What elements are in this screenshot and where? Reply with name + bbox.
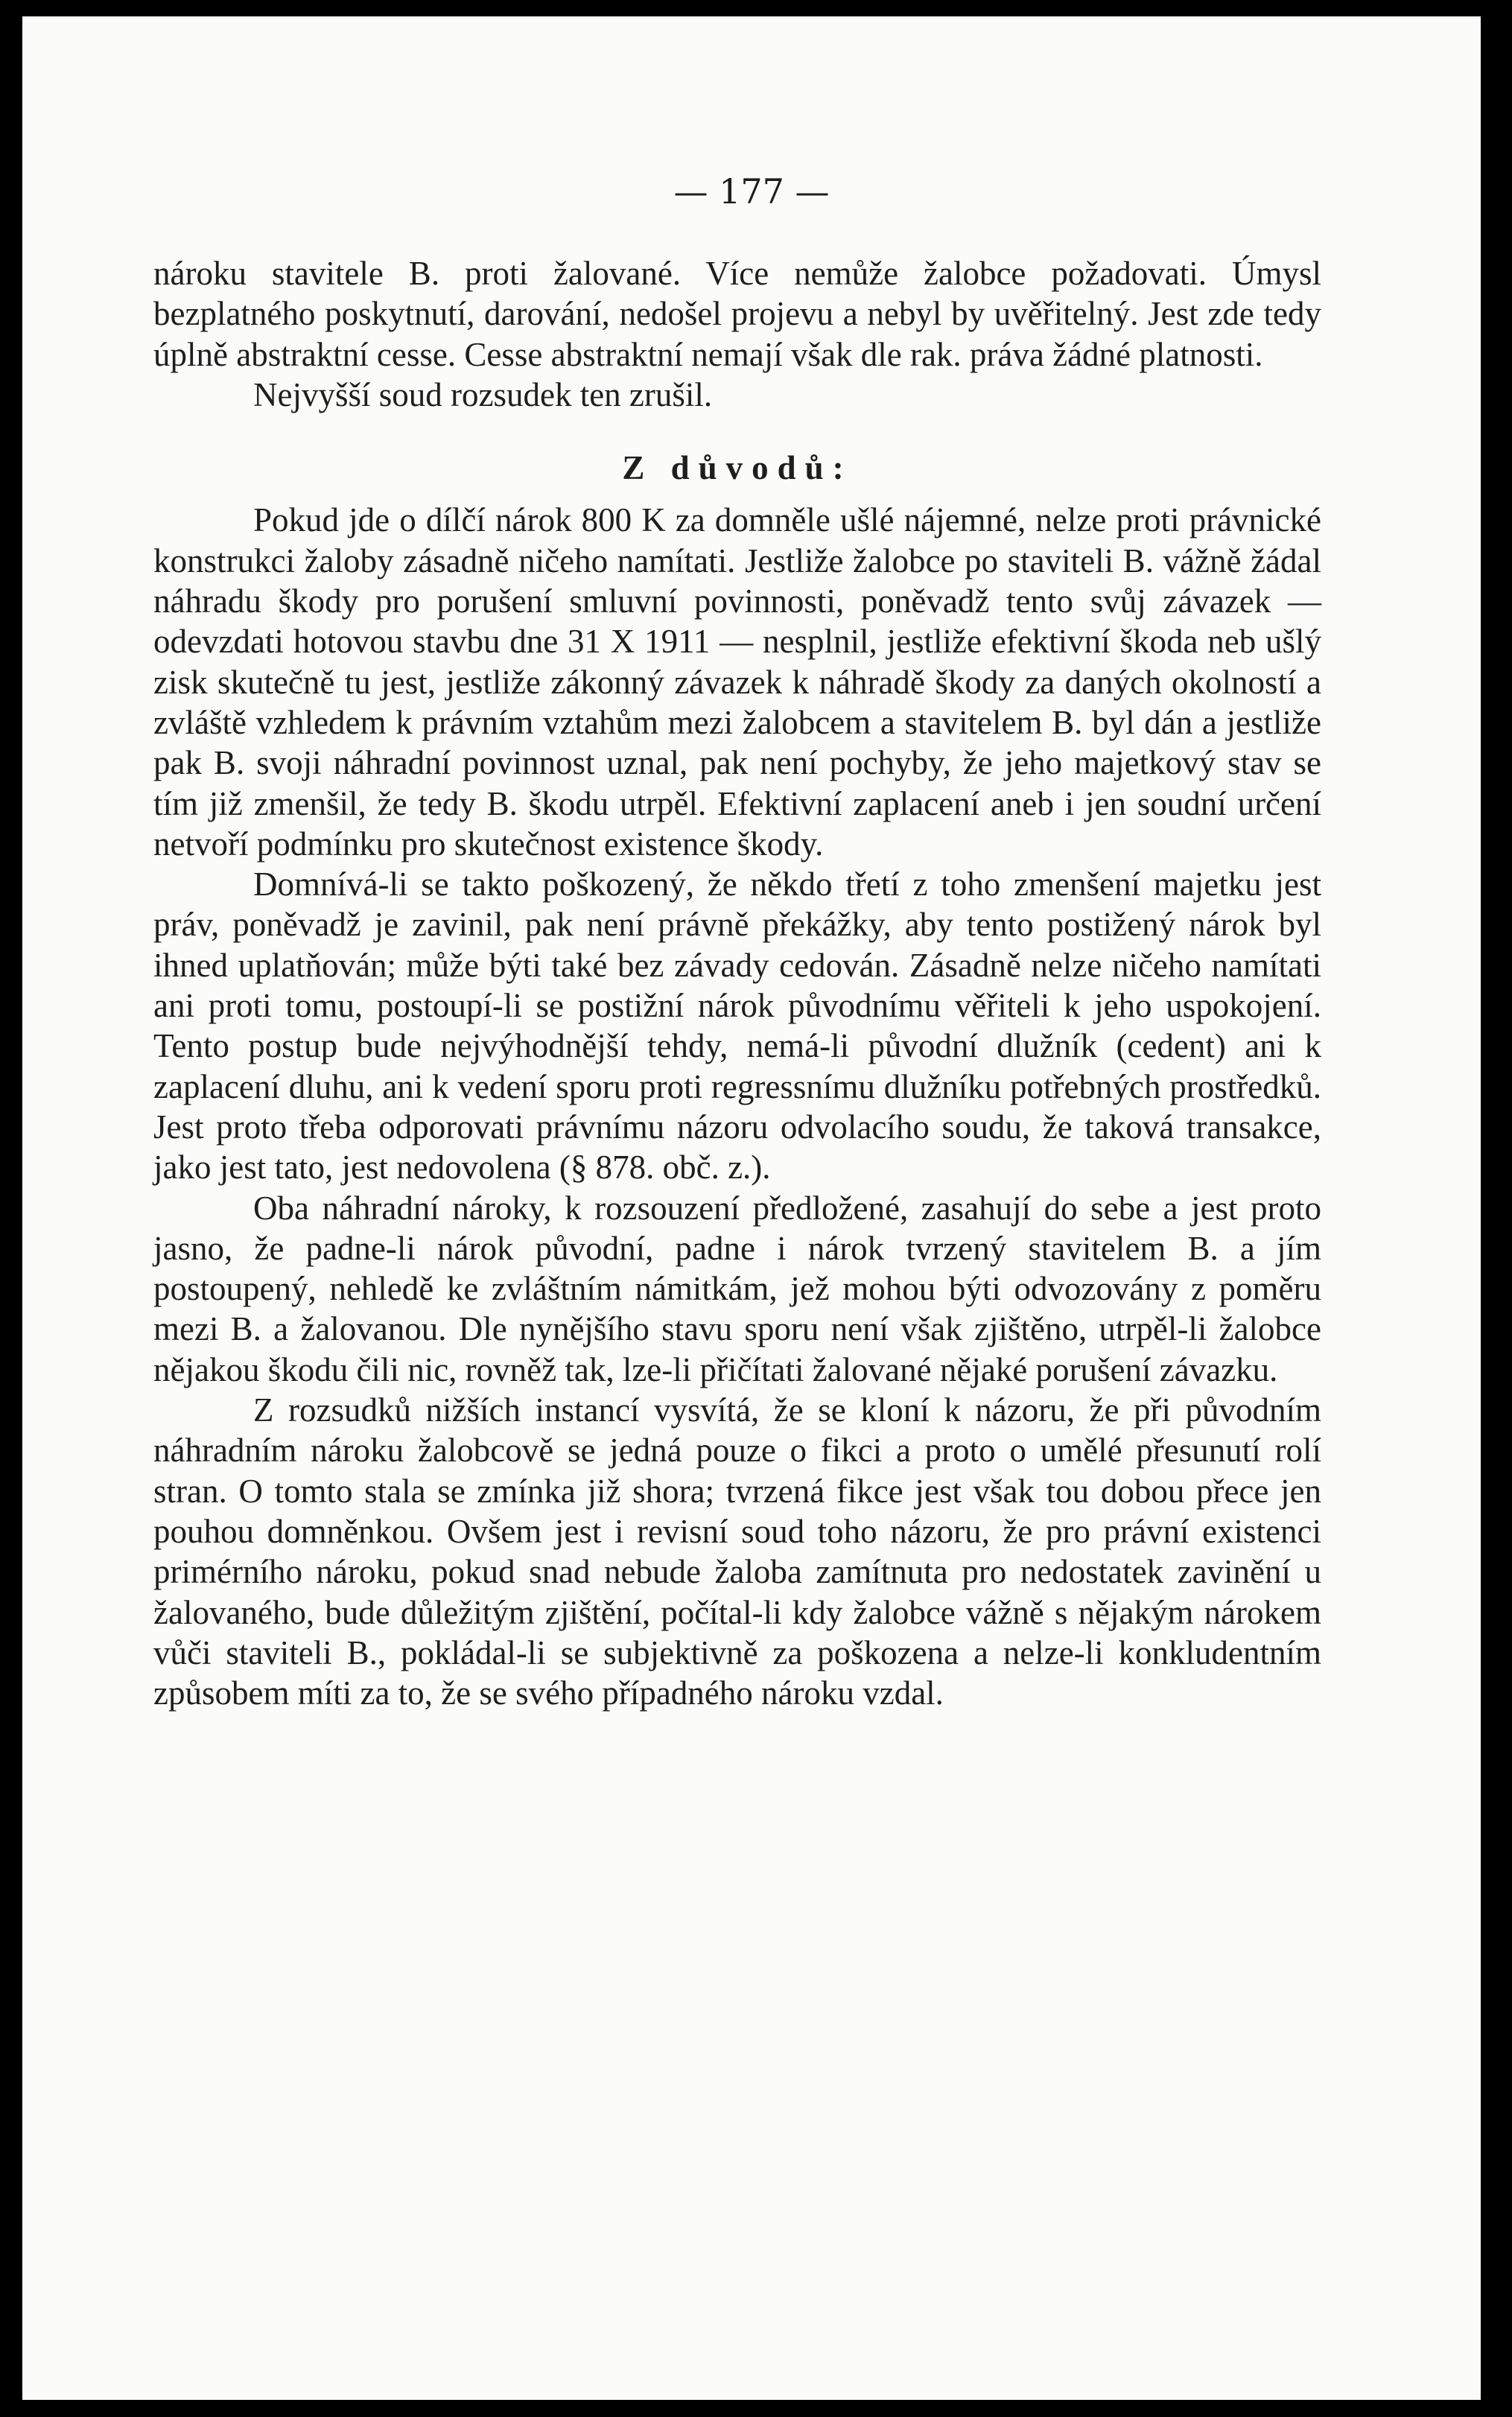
- section-heading: Z důvodů:: [622, 449, 853, 487]
- paragraph: Domnívá-li se takto poškozený, že někdo třetí z toho zmenšení majetku jest práv, poněvadž je zavinil, pak není právně překážky, aby tento postižený nárok byl ihned uplatňován; může býti také bez závady cedován. Zásadně nelze ničeho namítati ani proti tomu, postoupí-li se postižní nárok původnímu věřiteli k jeho uspokojení. Tento postup bude nejvýhodnější tehdy, nemá-li původní dlužník (cedent) ani k zaplacení dluhu, ani k vedení sporu proti regressnímu dlužníku potřebných prostředků. Jest proto třeba odporovati právnímu názoru odvolacího soudu, že taková transakce, jako jest tato, jest nedovolena (§ 878. obč. z.).: [153, 866, 1321, 1187]
- paragraph: Z rozsudků nižších instancí vysvítá, že se kloní k názoru, že při původním náhradním nároku žalobcově se jedná pouze o fikci a proto o umělé přesunutí rolí stran. O tomto stala se zmínka již shora; tvrzená fikce jest však tou dobou přece jen pouhou domněnkou. Ovšem jest i revisní soud toho názoru, že pro právní existenci primérního nároku, pokud snad nebude žaloba zamítnuta pro nedostatek zavinění u žalovaného, bude důležitým zjištění, počítal-li kdy žalobce vážně s nějakým nárokem vůči staviteli B., pokládal-li se subjektivně za poškozena a nelze-li konkludentním způsobem míti za to, že se svého případného nároku vzdal.: [153, 1391, 1321, 1712]
- paragraph: Oba náhradní nároky, k rozsouzení předložené, zasahují do sebe a jest proto jasno, že padne-li nárok původní, padne i nárok tvrzený stavitelem B. a jím postoupený, nehledě ke zvláštním námitkám, jež mohou býti odvozovány z poměru mezi B. a žalovanou. Dle nynějšího stavu sporu není však zjištěno, utrpěl-li žalobce nějakou škodu čili nic, rovněž tak, lze-li přičítati žalované nějaké porušení závazku.: [153, 1189, 1321, 1388]
- document-page: [22, 16, 1481, 2400]
- paragraph: nároku stavitele B. proti žalované. Více nemůže žalobce požadovati. Úmysl bezplatného poskytnutí, darování, nedošel projevu a nebyl by uvěřitelný. Jest zde tedy úplně abstraktní cesse. Cesse abstraktní nemají však dle rak. práva žádné platnosti.: [153, 255, 1321, 373]
- page-body: [153, 253, 1321, 1713]
- paragraph: Nejvyšší soud rozsudek ten zrušil.: [253, 375, 713, 413]
- paragraph: Pokud jde o dílčí nárok 800 K za domněle ušlé nájemné, nelze proti právnické konstrukci žaloby zásadně ničeho namítati. Jestliže žalobce po staviteli B. vážně žádal náhradu škody pro porušení smluvní povinnosti, poněvadž tento svůj závazek — odevzdati hotovou stavbu dne 31 X 1911 — nesplnil, jestliže efektivní škoda neb ušlý zisk skutečně tu jest, jestliže zákonný závazek k náhradě škody za daných okolností a zvláště vzhledem k právním vztahům mezi žalobcem a stavitelem B. byl dán a jestliže pak B. svoji náhradní povinnost uznal, pak není pochyby, že jeho majetkový stav se tím již zmenšil, že tedy B. škodu utrpěl. Efektivní zaplacení aneb i jen soudní určení netvoří podmínku pro skutečnost existence škody.: [153, 501, 1321, 863]
- page-number: — 177 —: [673, 171, 830, 212]
